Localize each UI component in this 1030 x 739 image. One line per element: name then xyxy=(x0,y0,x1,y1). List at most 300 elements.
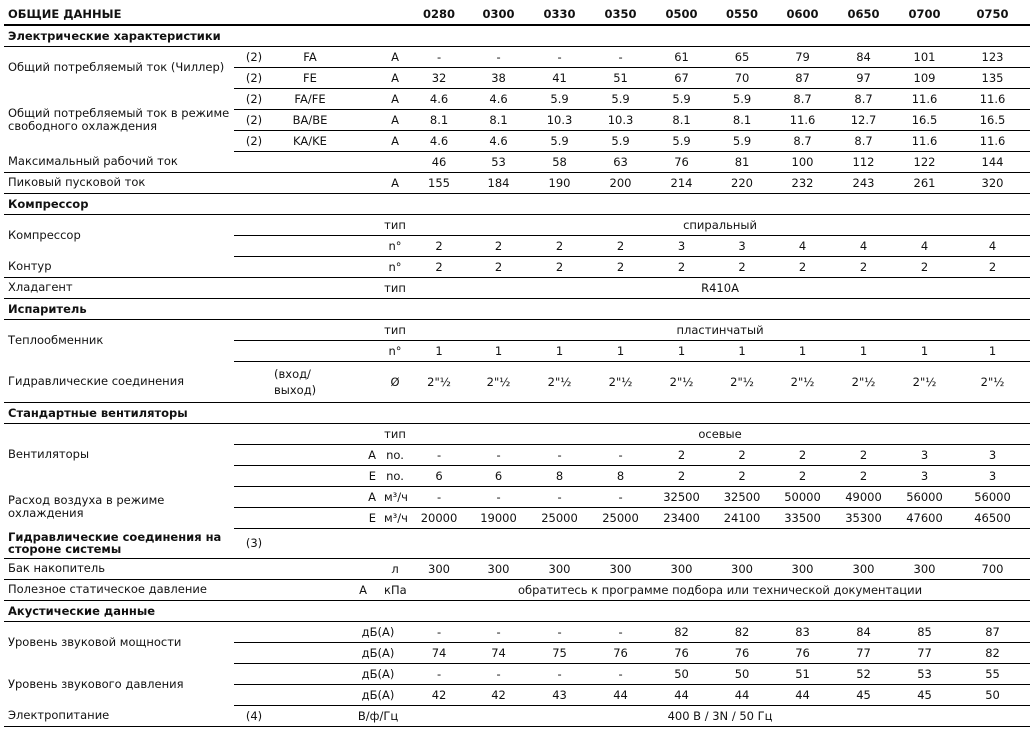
table-cell: 214 xyxy=(651,172,712,193)
table-cell: 5.9 xyxy=(712,88,772,109)
table-cell: BA/BE xyxy=(274,109,346,130)
row-label: Вентиляторы xyxy=(8,447,90,462)
table-cell: 16.5 xyxy=(894,109,955,130)
table-cell: 4.6 xyxy=(410,130,468,151)
table-cell: 320 xyxy=(955,172,1030,193)
table-cell: 8.7 xyxy=(772,88,833,109)
table-cell: 32500 xyxy=(712,486,772,507)
table-cell: 4.6 xyxy=(468,88,529,109)
empty-cell xyxy=(234,684,274,705)
table-cell: A xyxy=(380,130,410,151)
table-row xyxy=(4,423,1030,444)
row-label: Общий потребляемый ток в режиме свободного охлаждения xyxy=(8,105,230,133)
table-cell: 135 xyxy=(955,67,1030,88)
table-cell: 32 xyxy=(410,67,468,88)
table-cell: дБ(A) xyxy=(346,621,410,642)
table-cell: 97 xyxy=(833,67,894,88)
empty-cell xyxy=(274,663,346,684)
table-cell: м³/ч xyxy=(380,486,410,507)
table-cell: A xyxy=(346,579,380,600)
table-cell: 83 xyxy=(772,621,833,642)
table-cell: 10.3 xyxy=(590,109,651,130)
table-cell: 24100 xyxy=(712,507,772,528)
table-cell: 12.7 xyxy=(833,109,894,130)
fan-type: осевые xyxy=(410,423,1030,444)
table-cell: 11.6 xyxy=(955,88,1030,109)
table-cell: - xyxy=(468,46,529,67)
model-header: 0700 xyxy=(894,4,955,25)
table-cell: Ø xyxy=(380,361,410,402)
section-header xyxy=(4,402,1030,423)
table-cell: 63 xyxy=(590,151,651,172)
table-cell: 3 xyxy=(894,444,955,465)
table-cell: 4 xyxy=(894,235,955,256)
table-cell: 232 xyxy=(772,172,833,193)
table-cell: 8.7 xyxy=(833,88,894,109)
model-header: 0650 xyxy=(833,4,894,25)
table-cell: 77 xyxy=(833,642,894,663)
table-cell: 76 xyxy=(772,642,833,663)
table-cell: тип xyxy=(380,319,410,340)
table-cell: A xyxy=(380,88,410,109)
row-label: Компрессор xyxy=(8,227,81,242)
table-cell: - xyxy=(468,663,529,684)
table-cell: 122 xyxy=(894,151,955,172)
table-cell: 35300 xyxy=(833,507,894,528)
table-cell: 2"½ xyxy=(590,361,651,402)
table-cell: 84 xyxy=(833,621,894,642)
table-cell: - xyxy=(468,444,529,465)
table-cell: 2 xyxy=(712,256,772,277)
empty-cell xyxy=(274,423,346,444)
table-cell: - xyxy=(590,46,651,67)
row-label: Уровень звукового давления xyxy=(8,676,184,691)
table-cell: (2) xyxy=(234,67,274,88)
table-cell: 100 xyxy=(772,151,833,172)
table-cell: 3 xyxy=(955,444,1030,465)
table-row xyxy=(4,361,1030,402)
table-cell: 2"½ xyxy=(468,361,529,402)
table-cell: KA/KE xyxy=(274,130,346,151)
table-cell: 2"½ xyxy=(410,361,468,402)
table-cell: 23400 xyxy=(651,507,712,528)
table-cell: 5.9 xyxy=(712,130,772,151)
table-cell: 16.5 xyxy=(955,109,1030,130)
table-cell: 76 xyxy=(590,642,651,663)
table-cell: FE xyxy=(274,67,346,88)
table-cell: 79 xyxy=(772,46,833,67)
table-cell: 2 xyxy=(772,465,833,486)
table-cell: 5.9 xyxy=(651,88,712,109)
table-cell: 8.1 xyxy=(712,109,772,130)
table-cell: 2 xyxy=(651,444,712,465)
table-cell: 2 xyxy=(590,256,651,277)
table-cell: 2 xyxy=(833,465,894,486)
table-cell: 82 xyxy=(712,621,772,642)
table-cell: - xyxy=(529,486,590,507)
table-cell: 56000 xyxy=(955,486,1030,507)
model-header: 0330 xyxy=(529,4,590,25)
table-cell: 123 xyxy=(955,46,1030,67)
table-cell: 53 xyxy=(894,663,955,684)
table-cell: 51 xyxy=(772,663,833,684)
table-cell: - xyxy=(529,663,590,684)
table-cell: 81 xyxy=(712,151,772,172)
empty-cell xyxy=(274,684,346,705)
table-cell: 5.9 xyxy=(651,130,712,151)
table-cell: 74 xyxy=(468,642,529,663)
table-cell: 8.1 xyxy=(468,109,529,130)
table-cell: A xyxy=(380,109,410,130)
table-row xyxy=(4,214,1030,235)
section-header xyxy=(4,25,1030,46)
table-cell: 261 xyxy=(894,172,955,193)
table-cell: 101 xyxy=(894,46,955,67)
row-label: Полезное статическое давление xyxy=(4,579,346,600)
table-cell: 1 xyxy=(410,340,468,361)
model-header: 0600 xyxy=(772,4,833,25)
row-label: Расход воздуха в режиме охлаждения xyxy=(8,493,165,520)
table-cell: 300 xyxy=(410,558,468,579)
table-cell: n° xyxy=(380,340,410,361)
table-cell: (2) xyxy=(234,88,274,109)
empty-cell xyxy=(274,528,1030,558)
table-cell: 2 xyxy=(410,235,468,256)
table-row xyxy=(4,88,1030,109)
section-header xyxy=(4,298,1030,319)
table-cell: м³/ч xyxy=(380,507,410,528)
empty-cell xyxy=(234,663,274,684)
table-cell: - xyxy=(410,621,468,642)
table-cell: 1 xyxy=(772,340,833,361)
table-cell: 300 xyxy=(894,558,955,579)
table-cell: 300 xyxy=(833,558,894,579)
table-cell: 2 xyxy=(590,235,651,256)
empty-cell xyxy=(346,319,380,340)
table-cell: 45 xyxy=(833,684,894,705)
table-cell: 47600 xyxy=(894,507,955,528)
row-label: Теплообменник xyxy=(8,332,104,347)
empty-cell xyxy=(274,621,346,642)
table-cell: 1 xyxy=(712,340,772,361)
table-cell: 82 xyxy=(651,621,712,642)
section-title-compressor: Компрессор xyxy=(4,193,1030,214)
table-cell: 76 xyxy=(651,151,712,172)
table-cell: 50 xyxy=(955,684,1030,705)
table-cell: 300 xyxy=(772,558,833,579)
table-cell: 74 xyxy=(410,642,468,663)
empty-cell xyxy=(346,340,380,361)
table-cell: 155 xyxy=(410,172,468,193)
header-row xyxy=(4,4,1030,25)
table-cell: A xyxy=(380,46,410,67)
table-cell: дБ(A) xyxy=(346,684,410,705)
table-cell: 46 xyxy=(410,151,468,172)
table-cell: дБ(A) xyxy=(346,663,410,684)
table-cell: 2 xyxy=(833,256,894,277)
table-cell: 50 xyxy=(651,663,712,684)
table-cell: A xyxy=(380,172,410,193)
general-data-table xyxy=(4,4,1030,727)
table-cell: (2) xyxy=(234,109,274,130)
empty-cell xyxy=(274,642,346,663)
table-cell: (4) xyxy=(234,705,274,726)
table-cell: тип xyxy=(380,277,410,298)
table-cell: 77 xyxy=(894,642,955,663)
table-cell: 20000 xyxy=(410,507,468,528)
section-title-hydraulic: Гидравлические соединения на стороне системы xyxy=(4,528,234,558)
empty-cell xyxy=(274,507,346,528)
row-label: Гидравлические соединения xyxy=(4,361,234,402)
empty-cell xyxy=(274,486,346,507)
table-cell: 2 xyxy=(955,256,1030,277)
table-cell: 87 xyxy=(955,621,1030,642)
table-cell: 2 xyxy=(712,465,772,486)
empty-cell xyxy=(234,465,274,486)
pressure-note: обратитесь к программе подбора или технической документации xyxy=(410,579,1030,600)
table-cell: 11.6 xyxy=(894,88,955,109)
table-cell: 76 xyxy=(651,642,712,663)
table-cell: 8.1 xyxy=(651,109,712,130)
table-cell: 8.1 xyxy=(410,109,468,130)
table-cell: A xyxy=(380,67,410,88)
table-cell: 56000 xyxy=(894,486,955,507)
connections-note: (вход/ выход) xyxy=(234,361,346,402)
section-title-electrical: Электрические характеристики xyxy=(4,25,1030,46)
table-cell: 4.6 xyxy=(468,130,529,151)
table-row xyxy=(4,663,1030,684)
table-cell: 3 xyxy=(651,235,712,256)
empty-cell xyxy=(346,46,380,67)
table-cell: 8.7 xyxy=(772,130,833,151)
table-cell: 220 xyxy=(712,172,772,193)
table-cell: 84 xyxy=(833,46,894,67)
table-cell: 4 xyxy=(955,235,1030,256)
row-label: Уровень звуковой мощности xyxy=(8,634,182,649)
row-label: Пиковый пусковой ток xyxy=(4,172,380,193)
table-cell: 243 xyxy=(833,172,894,193)
table-cell: - xyxy=(468,621,529,642)
model-header: 0300 xyxy=(468,4,529,25)
table-cell: тип xyxy=(380,423,410,444)
table-cell: 300 xyxy=(468,558,529,579)
table-cell: - xyxy=(410,486,468,507)
empty-cell xyxy=(234,642,274,663)
table-row xyxy=(4,579,1030,600)
table-cell: 1 xyxy=(894,340,955,361)
empty-cell xyxy=(346,214,380,235)
table-cell: 43 xyxy=(529,684,590,705)
table-cell: 2"½ xyxy=(833,361,894,402)
table-cell: - xyxy=(590,444,651,465)
section-title-acoustic: Акустические данные xyxy=(4,600,1030,621)
table-row xyxy=(4,256,1030,277)
table-cell: 184 xyxy=(468,172,529,193)
table-row xyxy=(4,705,1030,726)
table-cell: FA xyxy=(274,46,346,67)
empty-cell xyxy=(274,340,346,361)
table-cell: 1 xyxy=(955,340,1030,361)
table-cell: 11.6 xyxy=(955,130,1030,151)
table-cell: (3) xyxy=(234,528,274,558)
table-cell: (2) xyxy=(234,46,274,67)
table-cell: 5.9 xyxy=(529,130,590,151)
row-label: Максимальный рабочий ток xyxy=(4,151,410,172)
section-title-evaporator: Испаритель xyxy=(4,298,1030,319)
table-cell: - xyxy=(590,663,651,684)
table-cell: 45 xyxy=(894,684,955,705)
table-cell: 2"½ xyxy=(529,361,590,402)
empty-cell xyxy=(274,705,346,726)
table-cell: 5.9 xyxy=(529,88,590,109)
table-cell: 25000 xyxy=(590,507,651,528)
table-cell: 2 xyxy=(529,235,590,256)
table-cell: 6 xyxy=(410,465,468,486)
table-cell: 75 xyxy=(529,642,590,663)
table-cell: - xyxy=(410,46,468,67)
table-cell: 87 xyxy=(772,67,833,88)
table-cell: 200 xyxy=(590,172,651,193)
table-cell: 6 xyxy=(468,465,529,486)
table-cell: - xyxy=(468,486,529,507)
table-cell: 44 xyxy=(590,684,651,705)
table-cell: 2 xyxy=(529,256,590,277)
table-cell: 2 xyxy=(772,444,833,465)
table-cell: 8.7 xyxy=(833,130,894,151)
table-cell: тип xyxy=(380,214,410,235)
table-cell: - xyxy=(529,621,590,642)
empty-cell xyxy=(346,88,380,109)
table-cell: 300 xyxy=(590,558,651,579)
table-cell: кПа xyxy=(380,579,410,600)
table-row xyxy=(4,46,1030,67)
table-cell: 52 xyxy=(833,663,894,684)
table-cell: 1 xyxy=(468,340,529,361)
table-cell: 70 xyxy=(712,67,772,88)
table-cell: 76 xyxy=(712,642,772,663)
table-cell: 2 xyxy=(468,235,529,256)
table-cell: 55 xyxy=(955,663,1030,684)
table-cell: 3 xyxy=(712,235,772,256)
empty-cell xyxy=(234,340,274,361)
table-cell: no. xyxy=(380,465,410,486)
table-cell: A xyxy=(346,444,380,465)
table-cell: 2"½ xyxy=(955,361,1030,402)
table-cell: 2 xyxy=(651,465,712,486)
table-cell: 44 xyxy=(772,684,833,705)
empty-cell xyxy=(346,109,380,130)
empty-cell xyxy=(234,507,274,528)
row-label: Общий потребляемый ток (Чиллер) xyxy=(8,59,225,74)
model-header: 0280 xyxy=(410,4,468,25)
table-cell: 42 xyxy=(410,684,468,705)
table-cell: 50000 xyxy=(772,486,833,507)
table-cell: 2 xyxy=(894,256,955,277)
table-cell: дБ(A) xyxy=(346,642,410,663)
empty-cell xyxy=(234,486,274,507)
table-cell: 67 xyxy=(651,67,712,88)
table-cell: 112 xyxy=(833,151,894,172)
table-cell: 3 xyxy=(955,465,1030,486)
table-cell: no. xyxy=(380,444,410,465)
empty-cell xyxy=(346,130,380,151)
table-cell: - xyxy=(529,46,590,67)
empty-cell xyxy=(234,214,274,235)
empty-cell xyxy=(274,319,346,340)
table-cell: 10.3 xyxy=(529,109,590,130)
table-cell: 300 xyxy=(712,558,772,579)
empty-cell xyxy=(346,423,380,444)
table-cell: - xyxy=(410,663,468,684)
table-cell: 3 xyxy=(894,465,955,486)
table-cell: 2 xyxy=(468,256,529,277)
table-cell: 11.6 xyxy=(772,109,833,130)
row-label: Хладагент xyxy=(4,277,380,298)
table-cell: 2"½ xyxy=(772,361,833,402)
table-cell: 53 xyxy=(468,151,529,172)
table-cell: 4.6 xyxy=(410,88,468,109)
row-label: Бак накопитель xyxy=(4,558,380,579)
row-label: Электропитание xyxy=(4,705,234,726)
table-cell: 144 xyxy=(955,151,1030,172)
table-row xyxy=(4,558,1030,579)
table-cell: 44 xyxy=(651,684,712,705)
empty-cell xyxy=(234,319,274,340)
table-cell: 2 xyxy=(833,444,894,465)
empty-cell xyxy=(274,465,346,486)
table-cell: 38 xyxy=(468,67,529,88)
table-cell: 50 xyxy=(712,663,772,684)
table-cell: 44 xyxy=(712,684,772,705)
table-cell: 32500 xyxy=(651,486,712,507)
table-cell: 2"½ xyxy=(651,361,712,402)
empty-cell xyxy=(346,361,380,402)
table-cell: 5.9 xyxy=(590,130,651,151)
table-cell: 42 xyxy=(468,684,529,705)
model-header: 0500 xyxy=(651,4,712,25)
model-header: 0750 xyxy=(955,4,1030,25)
table-cell: n° xyxy=(380,256,410,277)
table-cell: 2 xyxy=(651,256,712,277)
table-cell: 2 xyxy=(410,256,468,277)
row-label: Контур xyxy=(4,256,380,277)
table-cell: - xyxy=(590,621,651,642)
table-cell: 19000 xyxy=(468,507,529,528)
table-cell: л xyxy=(380,558,410,579)
table-cell: (2) xyxy=(234,130,274,151)
table-cell: E xyxy=(346,507,380,528)
table-cell: 190 xyxy=(529,172,590,193)
compressor-type: спиральный xyxy=(410,214,1030,235)
table-cell: 33500 xyxy=(772,507,833,528)
empty-cell xyxy=(346,235,380,256)
empty-cell xyxy=(274,235,346,256)
section-title-fans: Стандартные вентиляторы xyxy=(4,402,1030,423)
table-cell: E xyxy=(346,465,380,486)
table-cell: 2"½ xyxy=(894,361,955,402)
model-header: 0350 xyxy=(590,4,651,25)
table-cell: 300 xyxy=(651,558,712,579)
table-cell: 1 xyxy=(529,340,590,361)
table-cell: 8 xyxy=(590,465,651,486)
table-cell: 300 xyxy=(529,558,590,579)
table-cell: 2"½ xyxy=(712,361,772,402)
table-row xyxy=(4,277,1030,298)
section-header xyxy=(4,600,1030,621)
empty-cell xyxy=(234,423,274,444)
table-cell: 5.9 xyxy=(590,88,651,109)
table-cell: 11.6 xyxy=(894,130,955,151)
